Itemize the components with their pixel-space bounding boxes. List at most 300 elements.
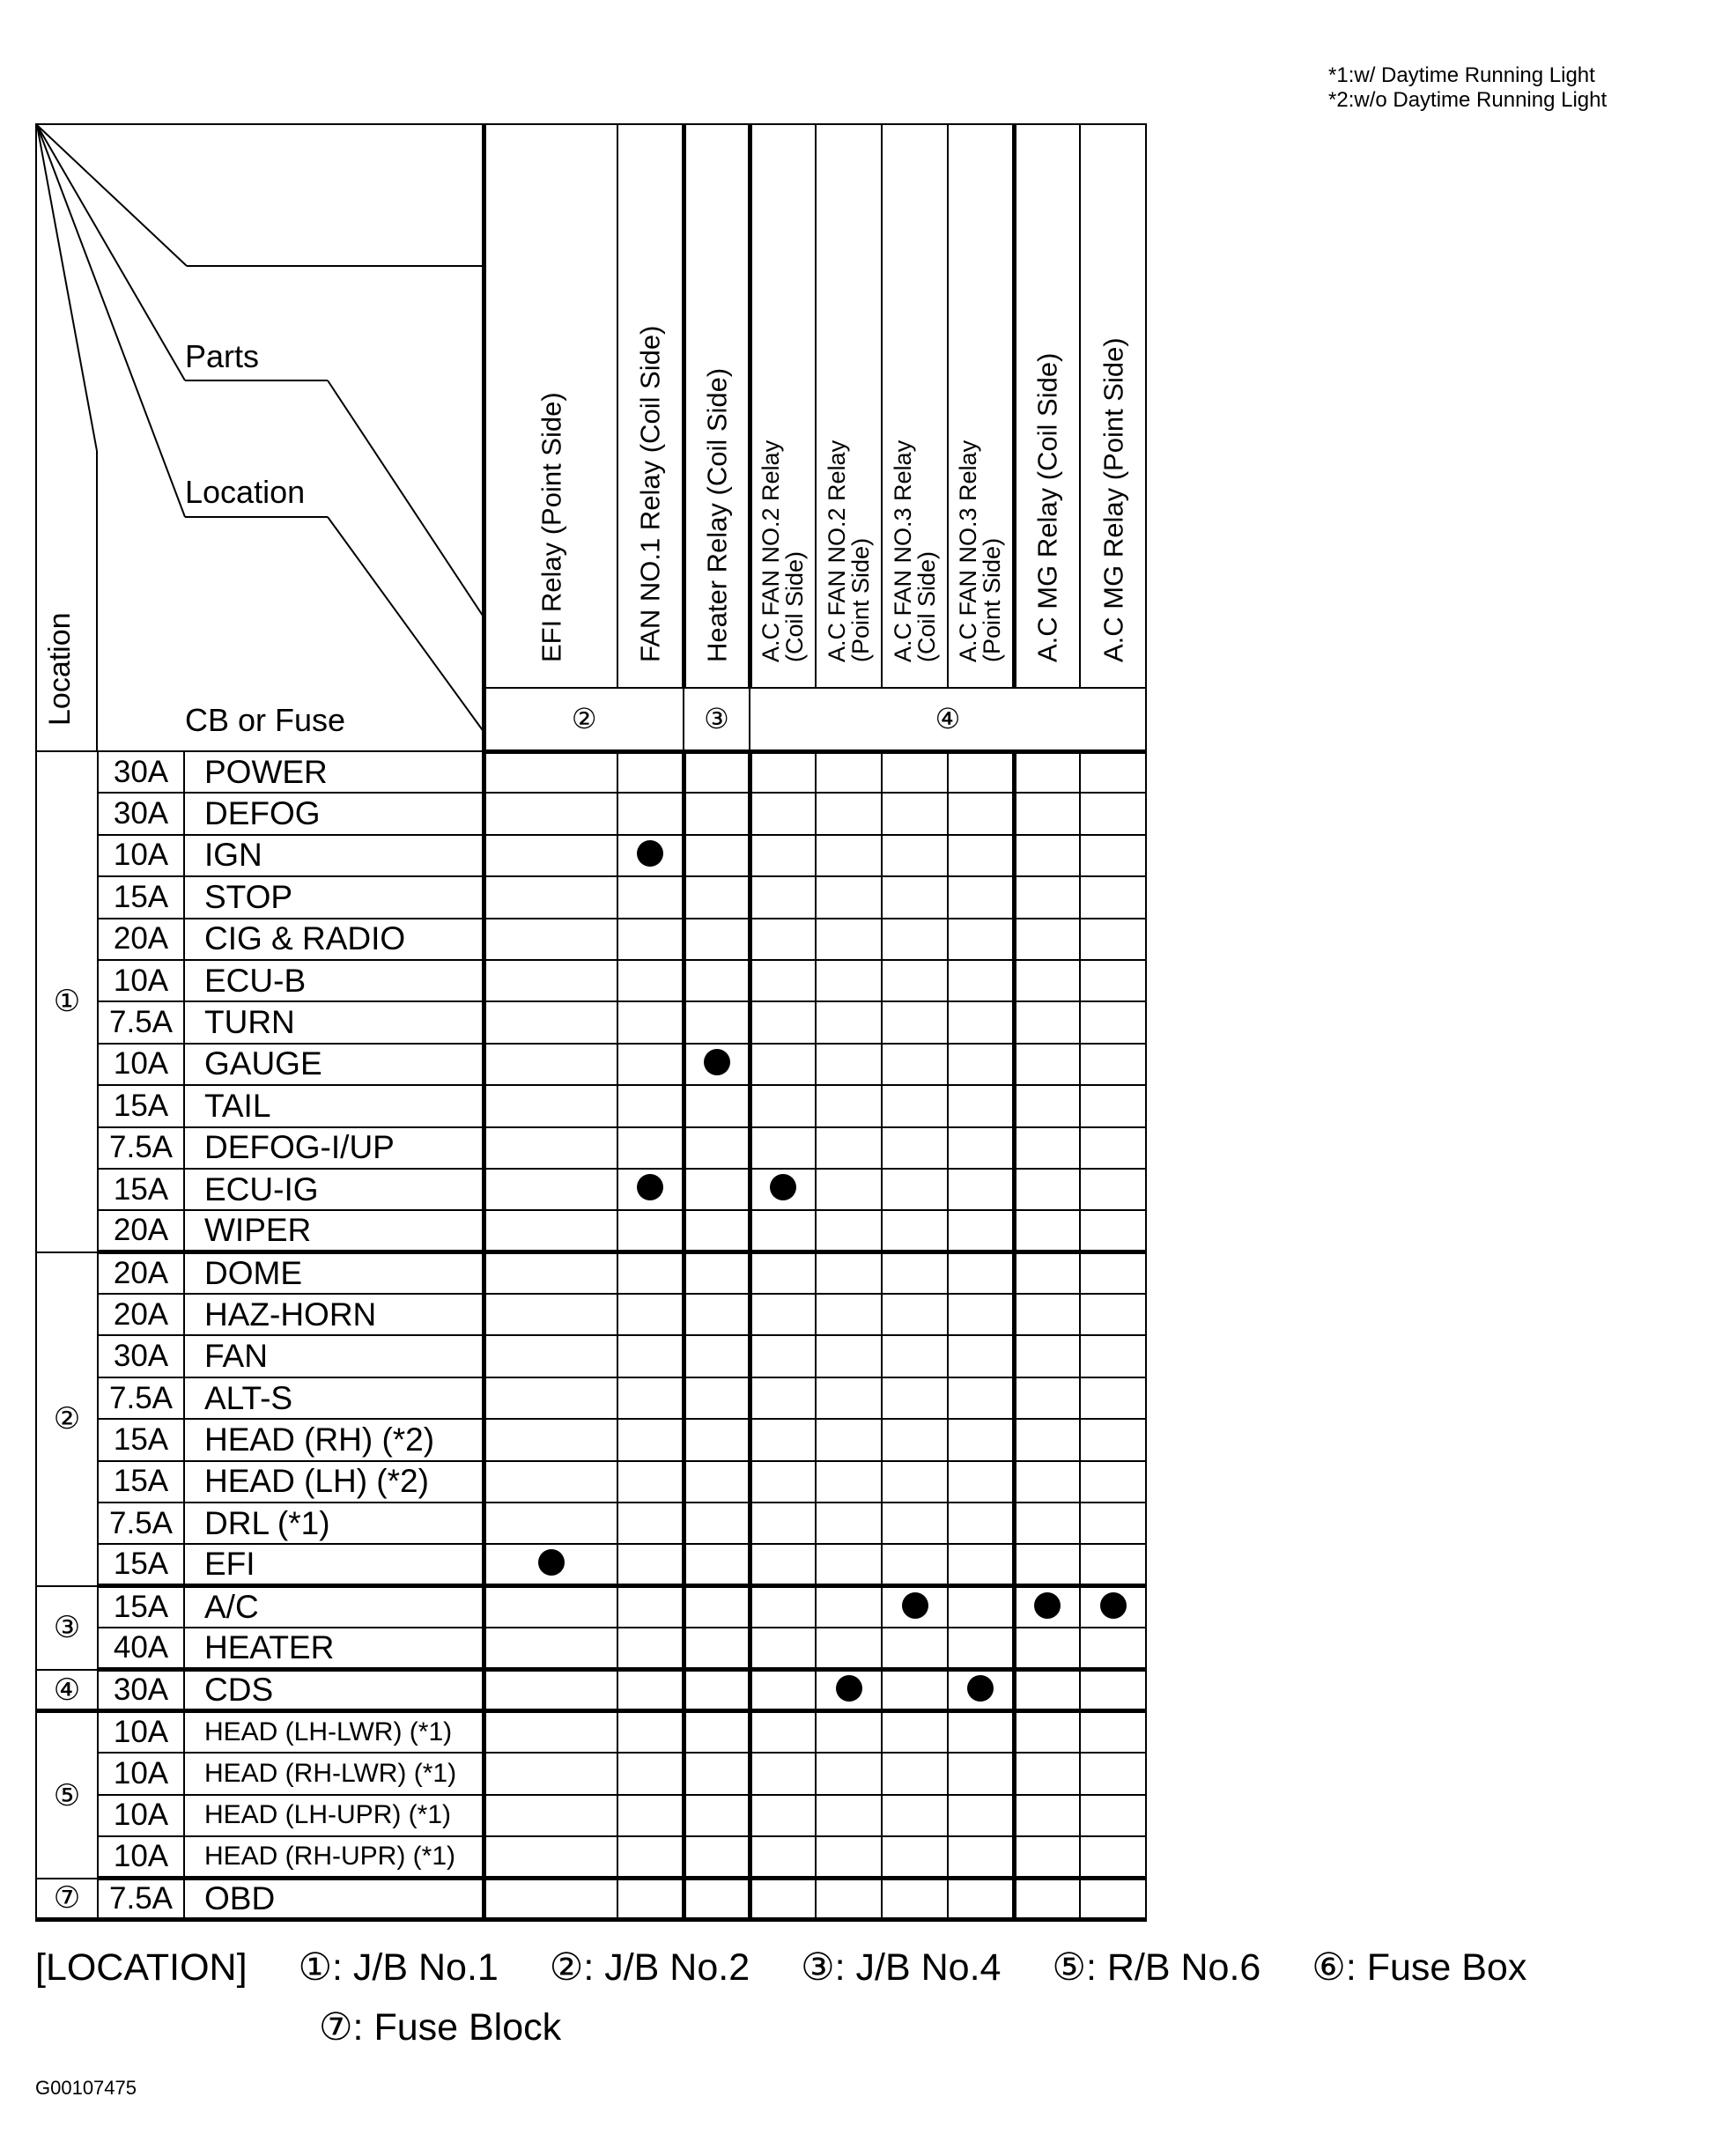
grid-cell xyxy=(1014,1419,1080,1460)
grid-cell xyxy=(617,1169,684,1210)
grid-cell xyxy=(684,1419,750,1460)
grid-cell xyxy=(484,1628,617,1669)
table-row xyxy=(36,1044,1146,1085)
grid-cell xyxy=(882,793,948,834)
grid-cell xyxy=(816,1586,882,1628)
grid-cell xyxy=(750,1544,816,1585)
grid-cell xyxy=(948,1795,1014,1836)
grid-cell xyxy=(882,1503,948,1544)
grid-cell xyxy=(684,1544,750,1585)
grid-cell xyxy=(684,1294,750,1335)
grid-cell xyxy=(1080,1461,1146,1503)
grid-cell xyxy=(750,1377,816,1419)
grid-cell xyxy=(816,1879,882,1920)
grid-cell xyxy=(948,1377,1014,1419)
fuse-amperage: 10A xyxy=(98,1795,184,1836)
grid-cell xyxy=(750,1169,816,1210)
table-row xyxy=(36,1294,1146,1335)
column-location-number: ② xyxy=(484,688,684,751)
grid-cell xyxy=(882,1377,948,1419)
fuse-amperage: 7.5A xyxy=(98,1127,184,1169)
grid-cell xyxy=(1080,1335,1146,1377)
grid-cell xyxy=(1014,1795,1080,1836)
grid-cell xyxy=(948,793,1014,834)
grid-cell xyxy=(1014,1544,1080,1585)
grid-cell xyxy=(617,1711,684,1753)
grid-cell xyxy=(617,1210,684,1252)
grid-cell xyxy=(750,1879,816,1920)
grid-cell xyxy=(948,919,1014,960)
grid-cell xyxy=(617,1294,684,1335)
grid-cell xyxy=(617,1252,684,1294)
grid-cell xyxy=(948,1670,1014,1711)
connection-dot xyxy=(538,1549,565,1576)
part-column-label xyxy=(736,204,809,662)
grid-cell xyxy=(882,1836,948,1878)
grid-cell xyxy=(1080,1503,1146,1544)
fuse-name: A/C xyxy=(184,1586,484,1628)
table-row xyxy=(36,1586,1146,1628)
table-row xyxy=(36,1544,1146,1585)
grid-cell xyxy=(1014,1711,1080,1753)
part-column-label-line: A.C FAN NO.2 Relay xyxy=(758,439,785,662)
grid-cell xyxy=(948,1044,1014,1085)
grid-cell xyxy=(684,1169,750,1210)
grid-cell xyxy=(1014,1127,1080,1169)
fuse-amperage: 10A xyxy=(98,835,184,876)
grid-cell xyxy=(484,1085,617,1126)
grid-cell xyxy=(750,1127,816,1169)
grid-cell xyxy=(816,1044,882,1085)
grid-cell xyxy=(948,1419,1014,1460)
legend-item: ⑤: R/B No.6 xyxy=(1052,1946,1261,1989)
grid-cell xyxy=(1080,835,1146,876)
grid-cell xyxy=(816,1377,882,1419)
part-column-label-line: (Coil Side) xyxy=(781,550,809,662)
fuse-name: DEFOG-I/UP xyxy=(184,1127,484,1169)
part-column-label-line: (Point Side) xyxy=(846,537,874,662)
part-column-label xyxy=(621,204,666,662)
fuse-name: STOP xyxy=(184,876,484,918)
grid-cell xyxy=(1080,1294,1146,1335)
grid-cell xyxy=(684,1753,750,1794)
grid-cell xyxy=(882,1544,948,1585)
grid-cell xyxy=(816,1210,882,1252)
fuse-amperage: 15A xyxy=(98,1085,184,1126)
fuse-name: HEATER xyxy=(184,1628,484,1669)
table-row xyxy=(36,1419,1146,1460)
part-column-header xyxy=(617,124,684,688)
grid-cell xyxy=(948,1711,1014,1753)
part-column-label xyxy=(1018,204,1063,662)
grid-cell xyxy=(750,1085,816,1126)
grid-cell xyxy=(816,1503,882,1544)
grid-cell xyxy=(882,1795,948,1836)
grid-cell xyxy=(684,751,750,793)
grid-cell xyxy=(1014,1294,1080,1335)
grid-cell xyxy=(882,919,948,960)
fuse-name: TAIL xyxy=(184,1085,484,1126)
grid-cell xyxy=(617,1001,684,1043)
part-column-label-line: (Coil Side) xyxy=(913,550,940,662)
grid-cell xyxy=(948,1586,1014,1628)
table-row xyxy=(36,1252,1146,1294)
part-column-header xyxy=(484,124,617,688)
grid-cell xyxy=(948,1001,1014,1043)
grid-cell xyxy=(1080,1085,1146,1126)
grid-cell xyxy=(484,1461,617,1503)
footnote: *1:w/ Daytime Running Light xyxy=(1328,63,1595,87)
grid-cell xyxy=(882,835,948,876)
grid-cell xyxy=(882,751,948,793)
grid-cell xyxy=(1080,1586,1146,1628)
grid-cell xyxy=(948,960,1014,1001)
grid-cell xyxy=(948,1461,1014,1503)
grid-cell xyxy=(484,751,617,793)
grid-cell xyxy=(816,793,882,834)
grid-cell xyxy=(617,1127,684,1169)
grid-cell xyxy=(1014,835,1080,876)
grid-cell xyxy=(1014,1169,1080,1210)
grid-cell xyxy=(617,751,684,793)
grid-cell xyxy=(750,793,816,834)
grid-cell xyxy=(750,1210,816,1252)
grid-cell xyxy=(484,919,617,960)
grid-cell xyxy=(816,1294,882,1335)
grid-cell xyxy=(948,1544,1014,1585)
table-row xyxy=(36,1085,1146,1126)
grid-cell xyxy=(948,1210,1014,1252)
grid-cell xyxy=(816,1001,882,1043)
table-row xyxy=(36,1001,1146,1043)
fuse-name: DEFOG xyxy=(184,793,484,834)
grid-cell xyxy=(882,1711,948,1753)
grid-cell xyxy=(684,1127,750,1169)
grid-cell xyxy=(816,1544,882,1585)
table-row xyxy=(36,1127,1146,1169)
fuse-amperage: 15A xyxy=(98,1544,184,1585)
grid-cell xyxy=(617,1586,684,1628)
grid-cell xyxy=(816,1419,882,1460)
fuse-name: FAN xyxy=(184,1335,484,1377)
grid-cell xyxy=(484,1001,617,1043)
table-row xyxy=(36,1879,1146,1920)
grid-cell xyxy=(882,1628,948,1669)
grid-cell xyxy=(617,1419,684,1460)
part-column-header xyxy=(948,124,1014,688)
grid-cell xyxy=(617,793,684,834)
row-location-number: ② xyxy=(36,1252,98,1586)
fuse-name: POWER xyxy=(184,751,484,793)
legend-item: ①: J/B No.1 xyxy=(298,1946,499,1989)
grid-cell xyxy=(750,1670,816,1711)
row-location-number: ⑤ xyxy=(36,1711,98,1879)
grid-cell xyxy=(484,1670,617,1711)
grid-cell xyxy=(1080,1419,1146,1460)
grid-cell xyxy=(1080,1127,1146,1169)
part-column-label-line: A.C MG Relay (Point Side) xyxy=(1098,337,1128,662)
legend-item: ⑦: Fuse Block xyxy=(319,2006,562,2049)
part-column-label xyxy=(802,204,874,662)
fuse-name: HEAD (RH-UPR) (*1) xyxy=(184,1836,484,1878)
table-row xyxy=(36,1795,1146,1836)
grid-cell xyxy=(882,1127,948,1169)
part-column-label-line: FAN NO.1 Relay (Coil Side) xyxy=(634,325,666,662)
grid-cell xyxy=(484,960,617,1001)
grid-cell xyxy=(484,1419,617,1460)
grid-cell xyxy=(948,1503,1014,1544)
table-row xyxy=(36,919,1146,960)
fuse-amperage: 15A xyxy=(98,876,184,918)
column-location-number: ④ xyxy=(750,688,1146,751)
grid-cell xyxy=(750,1461,816,1503)
grid-cell xyxy=(684,1503,750,1544)
fuse-name: HAZ-HORN xyxy=(184,1294,484,1335)
grid-cell xyxy=(617,1795,684,1836)
grid-cell xyxy=(1080,1879,1146,1920)
grid-cell xyxy=(1014,1001,1080,1043)
grid-cell xyxy=(1080,1252,1146,1294)
grid-cell xyxy=(882,1419,948,1460)
fuse-amperage: 30A xyxy=(98,1335,184,1377)
fuse-name: ECU-B xyxy=(184,960,484,1001)
grid-cell xyxy=(750,1252,816,1294)
fuse-amperage: 15A xyxy=(98,1586,184,1628)
grid-cell xyxy=(1080,1544,1146,1585)
grid-cell xyxy=(750,1044,816,1085)
grid-cell xyxy=(948,1628,1014,1669)
fuse-name: HEAD (RH) (*2) xyxy=(184,1419,484,1460)
fuse-amperage: 20A xyxy=(98,1252,184,1294)
grid-cell xyxy=(617,960,684,1001)
grid-cell xyxy=(750,1419,816,1460)
parts-label: Parts xyxy=(185,338,260,374)
grid-cell xyxy=(1080,1711,1146,1753)
grid-cell xyxy=(684,1210,750,1252)
table-row xyxy=(36,876,1146,918)
grid-cell xyxy=(1080,1044,1146,1085)
grid-cell xyxy=(484,1127,617,1169)
fuse-name: DOME xyxy=(184,1252,484,1294)
grid-cell xyxy=(684,793,750,834)
fuse-name: DRL (*1) xyxy=(184,1503,484,1544)
grid-cell xyxy=(684,1001,750,1043)
grid-cell xyxy=(1080,1836,1146,1878)
fuse-amperage: 20A xyxy=(98,919,184,960)
grid-cell xyxy=(816,1169,882,1210)
grid-cell xyxy=(1014,793,1080,834)
part-column-header xyxy=(1080,124,1146,688)
grid-cell xyxy=(882,1586,948,1628)
grid-cell xyxy=(1080,1670,1146,1711)
grid-cell xyxy=(948,1169,1014,1210)
grid-cell xyxy=(484,835,617,876)
grid-cell xyxy=(750,876,816,918)
grid-cell xyxy=(684,1586,750,1628)
footnote: *2:w/o Daytime Running Light xyxy=(1328,88,1608,112)
grid-cell xyxy=(484,1711,617,1753)
column-location-number: ③ xyxy=(684,688,750,751)
grid-cell xyxy=(882,1252,948,1294)
grid-cell xyxy=(948,1836,1014,1878)
grid-cell xyxy=(882,1461,948,1503)
grid-cell xyxy=(684,1461,750,1503)
fuse-amperage: 15A xyxy=(98,1419,184,1460)
grid-cell xyxy=(816,1335,882,1377)
grid-cell xyxy=(816,835,882,876)
fuse-amperage: 15A xyxy=(98,1461,184,1503)
footnotes xyxy=(1328,63,1607,113)
grid-cell xyxy=(684,960,750,1001)
grid-cell xyxy=(816,919,882,960)
grid-cell xyxy=(684,1044,750,1085)
fuse-name: HEAD (RH-LWR) (*1) xyxy=(184,1753,484,1794)
location-legend xyxy=(35,1938,1567,2057)
grid-cell xyxy=(750,1836,816,1878)
legend-item: ②: J/B No.2 xyxy=(549,1946,750,1989)
fuse-name: IGN xyxy=(184,835,484,876)
part-column-label-line: EFI Relay (Point Side) xyxy=(536,392,567,662)
fuse-amperage: 15A xyxy=(98,1169,184,1210)
part-column-label xyxy=(933,204,1005,662)
grid-cell xyxy=(484,1503,617,1544)
grid-cell xyxy=(1080,1001,1146,1043)
grid-cell xyxy=(882,876,948,918)
legend-title: [LOCATION] xyxy=(35,1946,248,1989)
grid-cell xyxy=(882,1210,948,1252)
grid-cell xyxy=(1014,1210,1080,1252)
grid-cell xyxy=(948,1335,1014,1377)
grid-cell xyxy=(948,1879,1014,1920)
grid-cell xyxy=(684,1711,750,1753)
grid-cell xyxy=(948,1753,1014,1794)
part-column-label-line: A.C FAN NO.2 Relay xyxy=(823,439,850,662)
fuse-amperage: 10A xyxy=(98,960,184,1001)
grid-cell xyxy=(750,1711,816,1753)
grid-cell xyxy=(684,1252,750,1294)
table-row xyxy=(36,960,1146,1001)
connection-dot xyxy=(637,840,663,867)
grid-cell xyxy=(948,835,1014,876)
connection-dot xyxy=(1100,1592,1127,1619)
grid-cell xyxy=(882,1670,948,1711)
grid-cell xyxy=(684,1085,750,1126)
grid-cell xyxy=(684,1879,750,1920)
table-row xyxy=(36,1836,1146,1878)
grid-cell xyxy=(1014,1044,1080,1085)
row-location-number: ① xyxy=(36,751,98,1252)
grid-cell xyxy=(750,1753,816,1794)
grid-cell xyxy=(617,1836,684,1878)
grid-cell xyxy=(1014,1377,1080,1419)
grid-cell xyxy=(948,1085,1014,1126)
grid-cell xyxy=(1014,1335,1080,1377)
fuse-amperage: 10A xyxy=(98,1836,184,1878)
grid-cell xyxy=(948,1127,1014,1169)
fuse-name: EFI xyxy=(184,1544,484,1585)
grid-cell xyxy=(617,1503,684,1544)
grid-cell xyxy=(882,1335,948,1377)
fuse-name: CDS xyxy=(184,1670,484,1711)
grid-cell xyxy=(684,1836,750,1878)
grid-cell xyxy=(816,1795,882,1836)
grid-cell xyxy=(948,1252,1014,1294)
table-row xyxy=(36,1670,1146,1711)
fuse-amperage: 40A xyxy=(98,1628,184,1669)
grid-cell xyxy=(816,1711,882,1753)
grid-cell xyxy=(617,1085,684,1126)
grid-cell xyxy=(684,835,750,876)
grid-cell xyxy=(1080,1795,1146,1836)
table-row xyxy=(36,1753,1146,1794)
fuse-amperage: 7.5A xyxy=(98,1879,184,1920)
fuse-name: ALT-S xyxy=(184,1377,484,1419)
grid-cell xyxy=(1014,751,1080,793)
fuse-amperage: 30A xyxy=(98,751,184,793)
grid-cell xyxy=(484,1252,617,1294)
table-row xyxy=(36,793,1146,834)
grid-cell xyxy=(684,919,750,960)
grid-cell xyxy=(617,919,684,960)
table-row xyxy=(36,1169,1146,1210)
grid-cell xyxy=(484,1044,617,1085)
grid-cell xyxy=(1080,1628,1146,1669)
grid-cell xyxy=(882,1879,948,1920)
grid-cell xyxy=(484,1294,617,1335)
grid-cell xyxy=(1014,1836,1080,1878)
grid-cell xyxy=(750,1628,816,1669)
table-corner xyxy=(36,124,484,751)
grid-cell xyxy=(617,1044,684,1085)
fuse-amperage: 30A xyxy=(98,793,184,834)
fuse-name: TURN xyxy=(184,1001,484,1043)
table-row xyxy=(36,1335,1146,1377)
grid-cell xyxy=(750,835,816,876)
grid-cell xyxy=(816,876,882,918)
grid-cell xyxy=(882,1294,948,1335)
grid-cell xyxy=(882,1044,948,1085)
legend-item: ③: J/B No.4 xyxy=(801,1946,1002,1989)
grid-cell xyxy=(1014,1252,1080,1294)
grid-cell xyxy=(1014,1461,1080,1503)
grid-cell xyxy=(948,876,1014,918)
table-row xyxy=(36,1711,1146,1753)
grid-cell xyxy=(1080,1377,1146,1419)
grid-cell xyxy=(1080,919,1146,960)
grid-cell xyxy=(816,1628,882,1669)
grid-cell xyxy=(684,876,750,918)
grid-cell xyxy=(684,1670,750,1711)
grid-cell xyxy=(484,1879,617,1920)
legend-item: ⑥: Fuse Box xyxy=(1312,1946,1527,1989)
grid-cell xyxy=(882,1169,948,1210)
part-column-label-line: (Point Side) xyxy=(978,537,1005,662)
grid-cell xyxy=(1014,1586,1080,1628)
grid-cell xyxy=(1080,1210,1146,1252)
cb-or-fuse-label: CB or Fuse xyxy=(185,702,346,738)
part-column-label-line: A.C MG Relay (Coil Side) xyxy=(1031,352,1063,662)
grid-cell xyxy=(484,1377,617,1419)
connection-dot xyxy=(1034,1592,1061,1619)
grid-cell xyxy=(816,1753,882,1794)
grid-cell xyxy=(750,960,816,1001)
part-column-label xyxy=(868,204,940,662)
grid-cell xyxy=(816,1252,882,1294)
grid-cell xyxy=(1014,1753,1080,1794)
row-location-number: ⑦ xyxy=(36,1879,98,1920)
grid-cell xyxy=(484,1753,617,1794)
grid-cell xyxy=(1080,960,1146,1001)
